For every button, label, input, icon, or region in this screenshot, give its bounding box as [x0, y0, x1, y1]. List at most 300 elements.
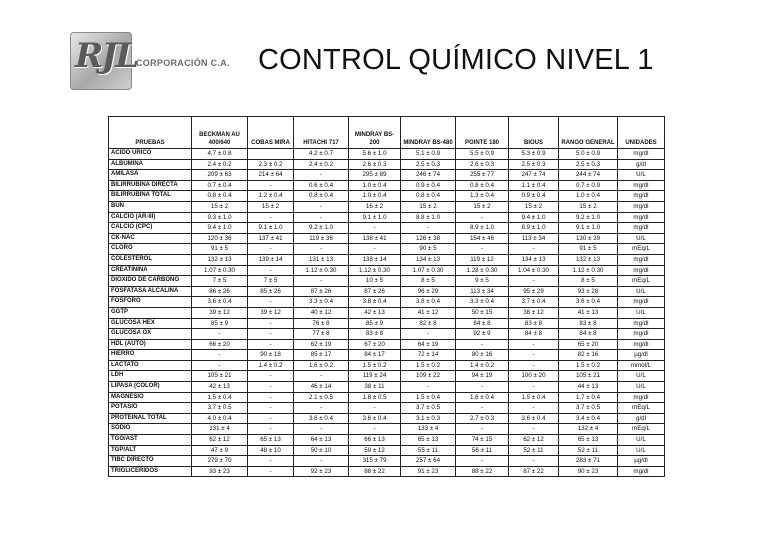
value-cell: 5.1 ± 0.9: [401, 149, 456, 160]
value-cell: -: [248, 456, 294, 467]
value-cell: -: [294, 244, 349, 255]
value-cell: 1.12 ± 0.30: [559, 265, 618, 276]
value-cell: -: [349, 244, 401, 255]
value-cell: 59 ± 12: [349, 445, 401, 456]
value-cell: 119 ± 24: [349, 371, 401, 382]
unit-cell: mg/dl: [618, 339, 665, 350]
table-body: [109, 149, 665, 477]
table-row: [109, 413, 665, 424]
value-cell: 65 ± 20: [559, 339, 618, 350]
value-cell: 0.7 ± 0.4: [192, 180, 248, 191]
analyte-name: TGO/AST: [109, 435, 192, 446]
unit-cell: U/L: [618, 435, 665, 446]
value-cell: 40 ± 12: [294, 307, 349, 318]
value-cell: 0.8 ± 0.4: [401, 191, 456, 202]
value-cell: -: [456, 212, 509, 223]
value-cell: 85 ± 9: [192, 318, 248, 329]
value-cell: 50 ± 15: [456, 307, 509, 318]
value-cell: -: [456, 382, 509, 393]
value-cell: 90 ± 5: [401, 244, 456, 255]
value-cell: -: [248, 466, 294, 477]
value-cell: 257 ± 64: [401, 456, 456, 467]
value-cell: 3.1 ± 0.3: [401, 413, 456, 424]
value-cell: 1.12 ± 0.30: [349, 265, 401, 276]
value-cell: 67 ± 20: [349, 339, 401, 350]
page-title: CONTROL QUÍMICO NIVEL 1: [258, 44, 654, 76]
value-cell: 3.4 ± 0.4: [559, 413, 618, 424]
table-row: [109, 191, 665, 202]
value-cell: 74 ± 15: [456, 435, 509, 446]
value-cell: -: [294, 201, 349, 212]
analyte-name: ALBUMINA: [109, 159, 192, 170]
value-cell: 3.6 ± 0.4: [294, 413, 349, 424]
value-cell: 1.5 ± 0.2: [349, 360, 401, 371]
value-cell: 1.0 ± 0.4: [559, 191, 618, 202]
value-cell: 119 ± 12: [456, 254, 509, 265]
value-cell: 1.07 ± 0.30: [192, 265, 248, 276]
column-header: HITACHI 717: [294, 117, 349, 149]
value-cell: 46 ± 14: [294, 382, 349, 393]
value-cell: 88 ± 22: [349, 466, 401, 477]
unit-cell: g/dl: [618, 413, 665, 424]
unit-cell: U/L: [618, 371, 665, 382]
value-cell: 9.1 ± 1.0: [559, 223, 618, 234]
table-row: [109, 424, 665, 435]
value-cell: 138 ± 14: [349, 254, 401, 265]
value-cell: 91 ± 5: [559, 244, 618, 255]
value-cell: 83 ± 8: [559, 318, 618, 329]
value-cell: 9 ± 5: [456, 276, 509, 287]
table-row: [109, 233, 665, 244]
unit-cell: mEq/L: [618, 244, 665, 255]
value-cell: 2.5 ± 0.3: [559, 159, 618, 170]
value-cell: 137 ± 41: [248, 233, 294, 244]
value-cell: 52 ± 11: [559, 445, 618, 456]
value-cell: 315 ± 79: [349, 456, 401, 467]
value-cell: 86 ± 26: [192, 286, 248, 297]
value-cell: 3.3 ± 0.4: [294, 297, 349, 308]
unit-cell: U/L: [618, 445, 665, 456]
value-cell: 1.0 ± 0.4: [349, 191, 401, 202]
value-cell: -: [294, 403, 349, 414]
value-cell: 55 ± 11: [401, 445, 456, 456]
value-cell: 3.6 ± 0.4: [559, 297, 618, 308]
value-cell: 4.2 ± 0.7: [294, 149, 349, 160]
value-cell: -: [248, 339, 294, 350]
analyte-name: DIOXIDO DE CARBONO: [109, 276, 192, 287]
value-cell: -: [192, 329, 248, 340]
value-cell: -: [248, 297, 294, 308]
value-cell: 126 ± 38: [401, 233, 456, 244]
value-cell: 2.6 ± 0.3: [456, 159, 509, 170]
value-cell: 42 ± 13: [192, 382, 248, 393]
unit-cell: mg/dl: [618, 254, 665, 265]
value-cell: 0.8 ± 0.4: [192, 191, 248, 202]
value-cell: 39 ± 12: [248, 307, 294, 318]
table-row: [109, 265, 665, 276]
value-cell: 1.28 ± 0.30: [456, 265, 509, 276]
table-row: [109, 456, 665, 467]
unit-cell: U/L: [618, 233, 665, 244]
value-cell: 62 ± 12: [509, 435, 559, 446]
table-row: [109, 339, 665, 350]
value-cell: 4.0 ± 0.4: [192, 413, 248, 424]
analyte-name: LIPASA (COLOR): [109, 382, 192, 393]
unit-cell: mg/dl: [618, 466, 665, 477]
value-cell: 1.4 ± 0.2: [248, 360, 294, 371]
value-cell: 65 ± 13: [248, 435, 294, 446]
value-cell: 87 ± 26: [294, 286, 349, 297]
value-cell: 0.6 ± 0.4: [294, 180, 349, 191]
value-cell: 134 ± 13: [401, 254, 456, 265]
value-cell: 2.4 ± 0.2: [192, 159, 248, 170]
unit-cell: U/L: [618, 170, 665, 181]
value-cell: 2.1 ± 0.5: [294, 392, 349, 403]
analyte-name: FOSFATASA ALCALINA: [109, 286, 192, 297]
unit-cell: mg/dl: [618, 223, 665, 234]
value-cell: -: [192, 360, 248, 371]
value-cell: -: [248, 244, 294, 255]
unit-cell: mg/dl: [618, 318, 665, 329]
value-cell: 83 ± 8: [349, 329, 401, 340]
table-row: [109, 360, 665, 371]
value-cell: 1.0 ± 0.4: [349, 180, 401, 191]
value-cell: 91 ± 23: [401, 466, 456, 477]
unit-cell: µg/dl: [618, 350, 665, 361]
value-cell: 3.6 ± 0.4: [192, 297, 248, 308]
unit-cell: mg/dl: [618, 201, 665, 212]
value-cell: 96 ± 29: [401, 286, 456, 297]
value-cell: -: [509, 382, 559, 393]
value-cell: 113 ± 34: [509, 233, 559, 244]
column-header: RANGO GENERAL: [559, 117, 618, 149]
value-cell: 52 ± 11: [509, 445, 559, 456]
unit-cell: mg/dl: [618, 392, 665, 403]
value-cell: -: [248, 212, 294, 223]
analyte-name: CALCIO (AR-III): [109, 212, 192, 223]
value-cell: 1.3 ± 0.4: [456, 191, 509, 202]
table-row: [109, 318, 665, 329]
value-cell: 2.5 ± 0.3: [401, 159, 456, 170]
value-cell: -: [294, 170, 349, 181]
value-cell: -: [401, 382, 456, 393]
analyte-name: HDL (AUTO): [109, 339, 192, 350]
value-cell: -: [294, 371, 349, 382]
value-cell: 84 ± 8: [456, 318, 509, 329]
value-cell: 7 ± 5: [192, 276, 248, 287]
value-cell: 16 ± 2: [349, 201, 401, 212]
value-cell: 1.4 ± 0.2: [456, 360, 509, 371]
value-cell: 93 ± 28: [559, 286, 618, 297]
logo-emblem: [70, 32, 138, 90]
value-cell: 66 ± 13: [349, 435, 401, 446]
unit-cell: mEq/L: [618, 403, 665, 414]
value-cell: -: [248, 265, 294, 276]
value-cell: 1.5 ± 0.4: [401, 392, 456, 403]
value-cell: 3.8 ± 0.4: [349, 297, 401, 308]
table-row: [109, 180, 665, 191]
table-row: [109, 297, 665, 308]
analyte-name: GLUCOSA HEX: [109, 318, 192, 329]
table-row: [109, 223, 665, 234]
analyte-name: FOSFORO: [109, 297, 192, 308]
value-cell: 2.6 ± 0.3: [349, 159, 401, 170]
table-row: [109, 371, 665, 382]
value-cell: 90 ± 23: [559, 466, 618, 477]
value-cell: 64 ± 19: [401, 339, 456, 350]
table-row: [109, 382, 665, 393]
value-cell: 72 ± 14: [401, 350, 456, 361]
value-cell: -: [509, 360, 559, 371]
value-cell: 130 ± 39: [559, 233, 618, 244]
value-cell: 64 ± 13: [294, 435, 349, 446]
unit-cell: mg/dl: [618, 149, 665, 160]
value-cell: 1.1 ± 0.4: [509, 180, 559, 191]
value-cell: 139 ± 14: [248, 254, 294, 265]
value-cell: 138 ± 41: [349, 233, 401, 244]
column-header: MINDRAY BS-200: [349, 117, 401, 149]
value-cell: 255 ± 77: [456, 170, 509, 181]
value-cell: 5.0 ± 0.9: [559, 149, 618, 160]
value-cell: 56 ± 11: [456, 445, 509, 456]
table-row: [109, 435, 665, 446]
unit-cell: mmol/L: [618, 360, 665, 371]
value-cell: 15 ± 2: [192, 201, 248, 212]
value-cell: 119 ± 36: [294, 233, 349, 244]
value-cell: 8.8 ± 1.0: [401, 212, 456, 223]
table-row: [109, 244, 665, 255]
analyte-name: AMILASA: [109, 170, 192, 181]
value-cell: 131 ± 4: [192, 424, 248, 435]
column-header: BIOUS: [509, 117, 559, 149]
value-cell: 3.7 ± 0.5: [192, 403, 248, 414]
analyte-name: GGTP: [109, 307, 192, 318]
value-cell: 15 ± 2: [559, 201, 618, 212]
value-cell: 154 ± 46: [456, 233, 509, 244]
value-cell: 4.7 ± 0.8: [192, 149, 248, 160]
value-cell: 1.6 ± 0.4: [456, 392, 509, 403]
value-cell: 76 ± 8: [294, 318, 349, 329]
value-cell: 82 ± 8: [401, 318, 456, 329]
value-cell: 2.5 ± 0.3: [509, 159, 559, 170]
unit-cell: mEq/L: [618, 276, 665, 287]
column-header: COBAS MIRA: [248, 117, 294, 149]
value-cell: 48 ± 10: [248, 445, 294, 456]
column-header: UNIDADES: [618, 117, 665, 149]
value-cell: -: [248, 180, 294, 191]
value-cell: -: [456, 339, 509, 350]
unit-cell: g/dl: [618, 159, 665, 170]
value-cell: 84 ± 8: [559, 329, 618, 340]
analyte-name: TRIGLICERIDOS: [109, 466, 192, 477]
value-cell: -: [294, 212, 349, 223]
analyte-name: POTASIO: [109, 403, 192, 414]
value-cell: -: [248, 403, 294, 414]
value-cell: -: [456, 456, 509, 467]
value-cell: 9.2 ± 1.0: [294, 223, 349, 234]
value-cell: 9.4 ± 1.0: [192, 223, 248, 234]
value-cell: 87 ± 22: [509, 466, 559, 477]
value-cell: 132 ± 13: [559, 254, 618, 265]
unit-cell: mg/dl: [618, 297, 665, 308]
value-cell: -: [248, 424, 294, 435]
value-cell: 133 ± 4: [401, 424, 456, 435]
unit-cell: mEq/L: [618, 424, 665, 435]
unit-cell: µg/dl: [618, 456, 665, 467]
value-cell: 0.9 ± 0.4: [509, 191, 559, 202]
unit-cell: mg/dl: [618, 265, 665, 276]
value-cell: 9.3 ± 1.0: [192, 212, 248, 223]
value-cell: 105 ± 21: [559, 371, 618, 382]
value-cell: 80 ± 16: [456, 350, 509, 361]
value-cell: -: [192, 350, 248, 361]
analyte-name: CREATININA: [109, 265, 192, 276]
value-cell: 9.1 ± 1.0: [349, 212, 401, 223]
column-header: PRUEBAS: [109, 117, 192, 149]
value-cell: 15 ± 2: [401, 201, 456, 212]
column-header: POINTE 180: [456, 117, 509, 149]
unit-cell: mg/dl: [618, 180, 665, 191]
value-cell: 10 ± 5: [349, 276, 401, 287]
value-cell: 5.3 ± 0.9: [509, 149, 559, 160]
value-cell: 9.2 ± 1.0: [559, 212, 618, 223]
value-cell: 5.5 ± 0.9: [456, 149, 509, 160]
table-row: [109, 170, 665, 181]
value-cell: 131 ± 13: [294, 254, 349, 265]
value-cell: -: [509, 456, 559, 467]
value-cell: -: [294, 456, 349, 467]
value-cell: -: [294, 424, 349, 435]
value-cell: 1.5 ± 0.4: [192, 392, 248, 403]
table-row: [109, 445, 665, 456]
value-cell: 8.9 ± 1.0: [456, 223, 509, 234]
value-cell: 1.6 ± 0.2: [294, 360, 349, 371]
value-cell: -: [456, 424, 509, 435]
value-cell: 0.7 ± 0.9: [559, 180, 618, 191]
analyte-name: CLORO: [109, 244, 192, 255]
analyte-name: BUN: [109, 201, 192, 212]
value-cell: -: [401, 223, 456, 234]
analyte-name: HIERRO: [109, 350, 192, 361]
value-cell: 295 ± 89: [349, 170, 401, 181]
value-cell: 9.1 ± 1.0: [248, 223, 294, 234]
value-cell: 3.7 ± 0.5: [401, 403, 456, 414]
company-logo: [70, 32, 230, 90]
analyte-name: TGP/ALT: [109, 445, 192, 456]
value-cell: 2.4 ± 0.2: [294, 159, 349, 170]
value-cell: 47 ± 9: [192, 445, 248, 456]
value-cell: 1.2 ± 0.4: [248, 191, 294, 202]
table-row: [109, 159, 665, 170]
value-cell: 15 ± 2: [248, 201, 294, 212]
value-cell: 1.8 ± 0.5: [349, 392, 401, 403]
value-cell: -: [509, 424, 559, 435]
table-row: [109, 307, 665, 318]
value-cell: 7 ± 5: [248, 276, 294, 287]
value-cell: 1.12 ± 0.30: [294, 265, 349, 276]
table-row: [109, 350, 665, 361]
value-cell: 5.6 ± 1.0: [349, 149, 401, 160]
value-cell: 77 ± 8: [294, 329, 349, 340]
value-cell: 109 ± 22: [401, 371, 456, 382]
value-cell: 100 ± 20: [509, 371, 559, 382]
value-cell: -: [509, 244, 559, 255]
value-cell: -: [509, 350, 559, 361]
value-cell: 92 ± 9: [456, 329, 509, 340]
value-cell: 50 ± 10: [294, 445, 349, 456]
analyte-name: BILIRRUBINA TOTAL: [109, 191, 192, 202]
unit-cell: U/L: [618, 382, 665, 393]
table-row: [109, 254, 665, 265]
value-cell: -: [248, 371, 294, 382]
value-cell: 85 ± 9: [349, 318, 401, 329]
unit-cell: U/L: [618, 307, 665, 318]
value-cell: 85 ± 17: [294, 350, 349, 361]
table-row: [109, 276, 665, 287]
value-cell: 3.7 ± 0.5: [559, 403, 618, 414]
analyte-name: LDH: [109, 371, 192, 382]
value-cell: -: [456, 403, 509, 414]
table-row: [109, 466, 665, 477]
value-cell: 134 ± 13: [509, 254, 559, 265]
value-cell: 244 ± 74: [559, 170, 618, 181]
value-cell: 87 ± 26: [349, 286, 401, 297]
value-cell: 90 ± 18: [248, 350, 294, 361]
value-cell: -: [349, 403, 401, 414]
value-cell: 3.8 ± 0.4: [401, 297, 456, 308]
table-row: [109, 403, 665, 414]
table-row: [109, 149, 665, 160]
value-cell: -: [509, 339, 559, 350]
analyte-name: COLESTEROL: [109, 254, 192, 265]
value-cell: 38 ± 12: [509, 307, 559, 318]
unit-cell: mg/dl: [618, 329, 665, 340]
value-cell: 38 ± 11: [349, 382, 401, 393]
table-row: [109, 286, 665, 297]
value-cell: 15 ± 2: [456, 201, 509, 212]
value-cell: -: [248, 329, 294, 340]
value-cell: -: [248, 392, 294, 403]
value-cell: 214 ± 64: [248, 170, 294, 181]
value-cell: -: [509, 276, 559, 287]
value-cell: 8 ± 5: [559, 276, 618, 287]
value-cell: 3.3 ± 0.4: [456, 297, 509, 308]
value-cell: 3.6 ± 0.4: [509, 413, 559, 424]
value-cell: 0.8 ± 0.4: [294, 191, 349, 202]
value-cell: -: [509, 403, 559, 414]
value-cell: 39 ± 12: [192, 307, 248, 318]
analyte-name: SODIO: [109, 424, 192, 435]
value-cell: 15 ± 2: [509, 201, 559, 212]
value-cell: 66 ± 20: [192, 339, 248, 350]
value-cell: 1.5 ± 0.2: [559, 360, 618, 371]
unit-cell: U/L: [618, 286, 665, 297]
value-cell: 105 ± 21: [192, 371, 248, 382]
unit-cell: mg/dl: [618, 191, 665, 202]
analyte-name: MAGNESIO: [109, 392, 192, 403]
column-header: BECKMAN AU 400/640: [192, 117, 248, 149]
table-header-row: [109, 117, 665, 149]
value-cell: 3.7 ± 0.4: [509, 297, 559, 308]
value-cell: 3.6 ± 0.4: [349, 413, 401, 424]
value-cell: 2.3 ± 0.2: [248, 159, 294, 170]
value-cell: 91 ± 5: [192, 244, 248, 255]
value-cell: 0.9 ± 0.4: [401, 180, 456, 191]
logo-company-name: CORPORACIÓN C.A.: [136, 58, 230, 68]
value-cell: 9.4 ± 1.0: [509, 212, 559, 223]
table-row: [109, 392, 665, 403]
value-cell: 2.7 ± 0.3: [456, 413, 509, 424]
